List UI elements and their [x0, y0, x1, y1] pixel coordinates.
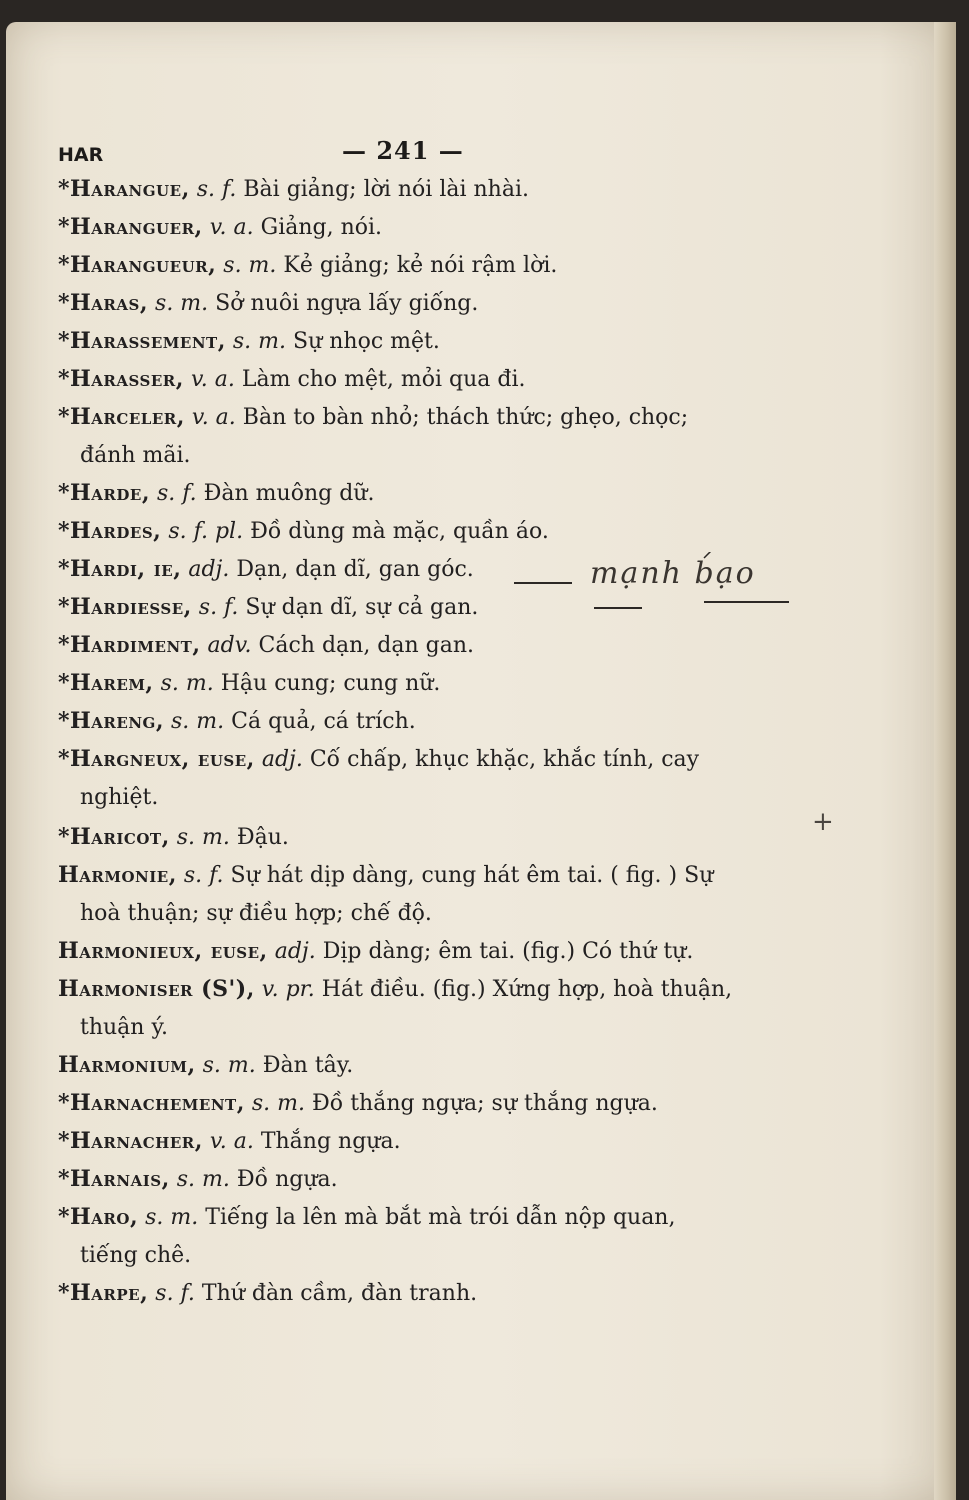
entry-definition: Thắng ngựa. [260, 1129, 401, 1154]
entry-headword: *Harasser, [58, 366, 184, 392]
entry-headword: *Harde, [58, 480, 150, 506]
entry-headword: Harmonieux, euse, [58, 938, 268, 964]
book-page [6, 22, 956, 1500]
entry-grammar: adj. [274, 939, 316, 964]
dictionary-entry [58, 474, 758, 513]
entry-definition: Giảng, nói. [260, 215, 383, 240]
entry-headword: *Harpe, [58, 1280, 149, 1306]
page-edge [934, 22, 956, 1500]
entry-grammar: s. f. pl. [168, 519, 244, 544]
entry-headword: *Harangue, [58, 176, 190, 202]
dictionary-entry [58, 1122, 758, 1161]
dictionary-entry [58, 322, 758, 361]
entry-headword: *Hardiesse, [58, 594, 192, 620]
entry-headword: *Harnacher, [58, 1128, 203, 1154]
entry-grammar: v. a. [191, 405, 236, 430]
entry-definition: Đồ dùng mà mặc, quần áo. [250, 519, 549, 544]
entry-grammar: s. f. [183, 863, 224, 888]
entry-definition: Đàn tây. [262, 1053, 354, 1078]
entry-definition: Cách dạn, dạn gan. [258, 633, 475, 658]
entry-grammar: s. m. [223, 253, 277, 278]
entry-definition: Đàn muông dữ. [203, 481, 375, 506]
entry-definition: Đồ ngựa. [236, 1167, 338, 1192]
entry-headword: *Harnachement, [58, 1090, 245, 1116]
dictionary-entry [58, 856, 758, 933]
entry-grammar: s. m. [171, 709, 225, 734]
dictionary-entry [58, 626, 758, 665]
entry-headword: *Hardi, ie, [58, 556, 182, 582]
entry-headword: Harmonium, [58, 1052, 196, 1078]
entry-headword: *Haranguer, [58, 214, 203, 240]
entry-continuation: hoà thuận; sự điều hợp; chế độ. [80, 901, 432, 926]
entry-definition: Dạn, dạn dĩ, gan góc. [236, 557, 474, 582]
dictionary-entry [58, 932, 758, 971]
dictionary-entry [58, 284, 758, 323]
running-head: HAR [58, 144, 104, 166]
entry-definition: Sở nuôi ngựa lấy giống. [215, 291, 479, 316]
entry-definition: Dịp dàng; êm tai. (fig.) Có thứ tự. [322, 939, 694, 964]
entry-definition: Bài giảng; lời nói lài nhài. [243, 177, 529, 202]
entry-grammar: s. m. [176, 825, 230, 850]
entry-grammar: s. f. [155, 1281, 195, 1306]
entry-grammar: v. a. [209, 1129, 254, 1154]
dictionary-entry [58, 360, 758, 399]
entry-grammar: s. m. [251, 1091, 305, 1116]
entry-definition: Tiếng la lên mà bắt mà trói dẫn nộp quan, [205, 1205, 676, 1230]
entry-grammar: v. a. [209, 215, 254, 240]
entry-definition: Thứ đàn cầm, đàn tranh. [201, 1281, 478, 1306]
entry-definition: Sự nhọc mệt. [293, 329, 440, 354]
dictionary-entry [58, 702, 758, 741]
entry-grammar: s. m. [202, 1053, 256, 1078]
dictionary-entry [58, 818, 758, 857]
page-number: — 241 — [342, 136, 464, 165]
entry-definition: Kẻ giảng; kẻ nói rậm lời. [283, 253, 558, 278]
entry-headword: *Harangueur, [58, 252, 217, 278]
entry-headword: *Haricot, [58, 824, 170, 850]
entry-headword: *Haras, [58, 290, 149, 316]
entry-headword: *Hareng, [58, 708, 165, 734]
entry-headword: *Harnais, [58, 1166, 170, 1192]
dictionary-entry [58, 208, 758, 247]
page-header [58, 134, 478, 174]
entry-grammar: v. pr. [261, 977, 315, 1002]
entry-continuation: đánh mãi. [80, 443, 191, 468]
entry-definition: Bàn to bàn nhỏ; thách thức; ghẹo, chọc; [242, 405, 689, 430]
dictionary-entry [58, 398, 758, 475]
dictionary-entry [58, 1160, 758, 1199]
entry-headword: *Harassement, [58, 328, 226, 354]
dictionary-entry [58, 512, 758, 551]
entry-grammar: s. m. [155, 291, 209, 316]
entry-continuation: nghiệt. [80, 785, 159, 810]
dictionary-entry [58, 246, 758, 285]
entry-definition: Hát điều. (fig.) Xứng hợp, hoà thuận, [321, 977, 733, 1002]
entry-grammar: v. a. [190, 367, 235, 392]
entry-grammar: adj. [188, 557, 230, 582]
entry-grammar: s. m. [160, 671, 214, 696]
entry-grammar: s. f. [157, 481, 197, 506]
entry-definition: Đậu. [236, 825, 289, 850]
entry-grammar: s. m. [232, 329, 287, 354]
entry-headword: *Hardiment, [58, 632, 201, 658]
entry-definition: Hậu cung; cung nữ. [220, 671, 441, 696]
dictionary-entry [58, 664, 758, 703]
dictionary-entry [58, 1274, 758, 1313]
entry-headword: *Hargneux, euse, [58, 746, 255, 772]
entry-grammar: s. f. [198, 595, 239, 620]
entry-headword: *Haro, [58, 1204, 139, 1230]
dictionary-entry [58, 1198, 758, 1275]
entry-headword: *Harem, [58, 670, 154, 696]
entry-continuation: tiếng chê. [80, 1243, 192, 1268]
entry-grammar: s. m. [145, 1205, 199, 1230]
entry-grammar: adj. [261, 747, 303, 772]
handwritten-annotation [514, 552, 804, 622]
entry-continuation: thuận ý. [80, 1015, 168, 1040]
entry-definition: Cá quả, cá trích. [231, 709, 416, 734]
entry-definition: Làm cho mệt, mỏi qua đi. [241, 367, 526, 392]
entry-grammar: adv. [207, 633, 252, 658]
dictionary-entry [58, 1046, 758, 1085]
entry-definition: Đồ thắng ngựa; sự thắng ngựa. [312, 1091, 658, 1116]
entry-definition: Cố chấp, khục khặc, khắc tính, cay [309, 747, 700, 772]
entry-headword: *Hardes, [58, 518, 162, 544]
entry-grammar: s. m. [176, 1167, 230, 1192]
annotation-text: mạnh bạo [590, 556, 756, 591]
dictionary-entry [58, 970, 758, 1047]
entry-grammar: s. f. [196, 177, 237, 202]
entry-definition: Sự dạn dĩ, sự cả gan. [245, 595, 479, 620]
dictionary-entry [58, 1084, 758, 1123]
entry-headword: Harmoniser (S'), [58, 976, 255, 1002]
entry-headword: *Harceler, [58, 404, 185, 430]
entry-definition: Sự hát dịp dàng, cung hát êm tai. ( fig. ) Sự [230, 863, 714, 888]
margin-plus-mark: + [812, 807, 834, 837]
entry-headword: Harmonie, [58, 862, 177, 888]
dictionary-entry [58, 170, 758, 209]
dictionary-entry [58, 740, 758, 817]
